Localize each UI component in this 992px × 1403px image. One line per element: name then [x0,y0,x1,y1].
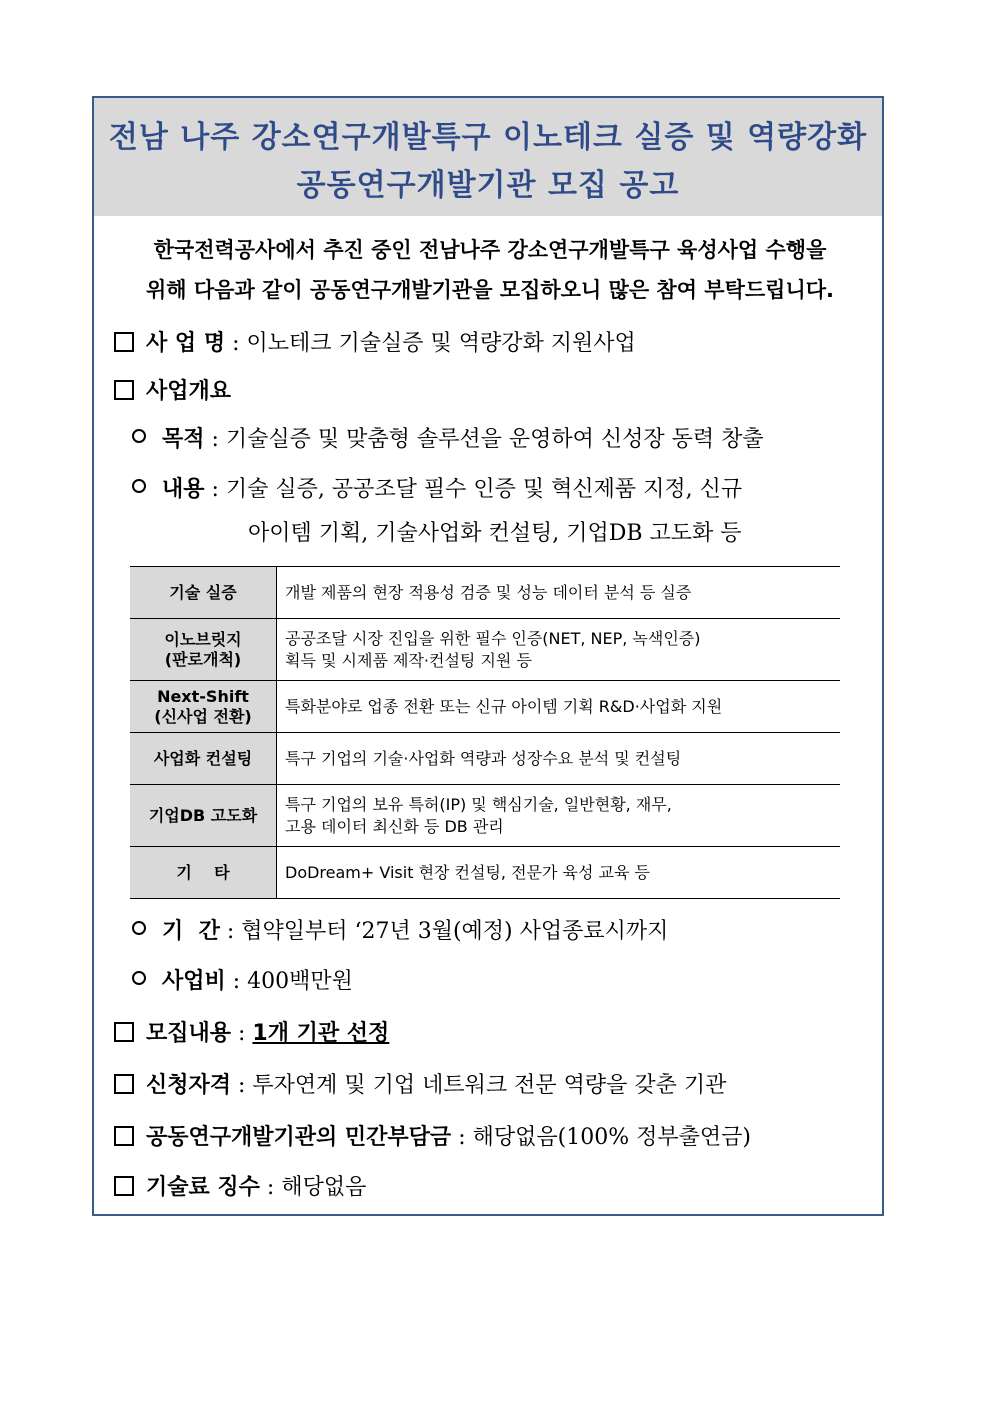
table-row [130,847,840,899]
separator: : [231,1073,253,1098]
separator: : [204,427,226,452]
overview-row [114,374,231,405]
recruit-row [114,1016,389,1047]
tech-fee-row [114,1170,366,1201]
separator: : [231,1021,253,1046]
circle-bullet-icon [132,429,146,443]
separator: : [451,1125,473,1150]
qualification-value: 투자연계 및 기업 네트워크 전문 역량을 갖춘 기관 [252,1073,727,1098]
title-box [94,98,882,216]
table-value-cell: 특구 기업의 보유 특허(IP) 및 핵심기술, 일반현황, 재무, 고용 데이터 최신화 등 DB 관리 [277,785,841,847]
period-value: 협약일부터 ‘27년 3월(예정) 사업종료시까지 [241,919,669,944]
checkbox-icon [114,332,134,352]
table-header-cell: 기업DB 고도화 [130,785,277,847]
table-header-cell: 기 타 [130,847,277,899]
purpose-label: 목적 [162,427,205,452]
table-row [130,567,840,619]
table-value-cell: 공공조달 시장 진입을 위한 필수 인증(NET, NEP, 녹색인증) 획득 및 시제품 제작·컨설팅 지원 등 [277,619,841,681]
content-label: 내용 [162,477,205,502]
tech-fee-value: 해당없음 [281,1175,367,1200]
recruit-value: 1개 기관 선정 [252,1021,390,1046]
circle-bullet-icon [132,479,146,493]
table-value-cell: DoDream+ Visit 현장 컨설팅, 전문가 육성 교육 등 [277,847,841,899]
detail-table [130,566,840,899]
table-value-cell: 특구 기업의 기술·사업화 역량과 성장수요 분석 및 컨설팅 [277,733,841,785]
private-burden-label: 공동연구개발기관의 민간부담금 [146,1125,452,1150]
project-name-row [114,326,636,357]
intro-line-1: 한국전력공사에서 추진 중인 전남나주 강소연구개발특구 육성사업 수행을 [153,238,827,262]
budget-value: 400백만원 [247,969,353,994]
budget-label: 사업비 [162,969,226,994]
project-name-label: 사 업 명 [146,331,226,356]
qualification-label: 신청자격 [146,1073,232,1098]
checkbox-icon [114,1126,134,1146]
separator: : [225,969,248,994]
separator: : [219,919,242,944]
intro-line-2: 위해 다음과 같이 공동연구개발기관을 모집하오니 많은 참여 부탁드립니다. [145,278,835,302]
checkbox-icon [114,1074,134,1094]
content-value-line-1: 기술 실증, 공공조달 필수 인증 및 혁신제품 지정, 신규 [225,477,743,502]
title-line-2: 공동연구개발기관 모집 공고 [296,168,680,203]
purpose-row [132,422,764,453]
separator: : [259,1175,282,1200]
separator: : [225,331,247,356]
content-value-line-2: 아이템 기획, 기술사업화 컨설팅, 기업DB 고도화 등 [248,521,742,546]
table-value-cell: 특화분야로 업종 전환 또는 신규 아이템 기획 R&D·사업화 지원 [277,681,841,733]
budget-row [132,964,353,995]
table-value-cell: 개발 제품의 현장 적용성 검증 및 성능 데이터 분석 등 실증 [277,567,841,619]
qualification-row [114,1068,726,1099]
purpose-value: 기술실증 및 맞춤형 솔루션을 운영하여 신성장 동력 창출 [225,427,764,452]
checkbox-icon [114,1176,134,1196]
table-row [130,785,840,847]
notice-frame [92,96,884,1216]
circle-bullet-icon [132,921,146,935]
recruit-label: 모집내용 [146,1021,232,1046]
period-row [132,914,668,945]
separator: : [204,477,226,502]
project-name-value: 이노테크 기술실증 및 역량강화 지원사업 [246,331,636,356]
table-row [130,681,840,733]
tech-fee-label: 기술료 징수 [146,1175,260,1200]
content-row [132,472,742,503]
checkbox-icon [114,380,134,400]
table-header-cell: 사업화 컨설팅 [130,733,277,785]
checkbox-icon [114,1022,134,1042]
title-line-1: 전남 나주 강소연구개발특구 이노테크 실증 및 역량강화 [108,120,868,155]
table-header-cell: Next-Shift (신사업 전환) [130,681,277,733]
table-row [130,733,840,785]
private-burden-row [114,1120,751,1151]
table-header-cell: 기술 실증 [130,567,277,619]
overview-label: 사업개요 [146,379,232,404]
table-header-cell: 이노브릿지 (판로개척) [130,619,277,681]
circle-bullet-icon [132,971,146,985]
period-label: 기 간 [162,919,220,944]
table-row [130,619,840,681]
private-burden-value: 해당없음(100% 정부출연금) [472,1125,751,1150]
